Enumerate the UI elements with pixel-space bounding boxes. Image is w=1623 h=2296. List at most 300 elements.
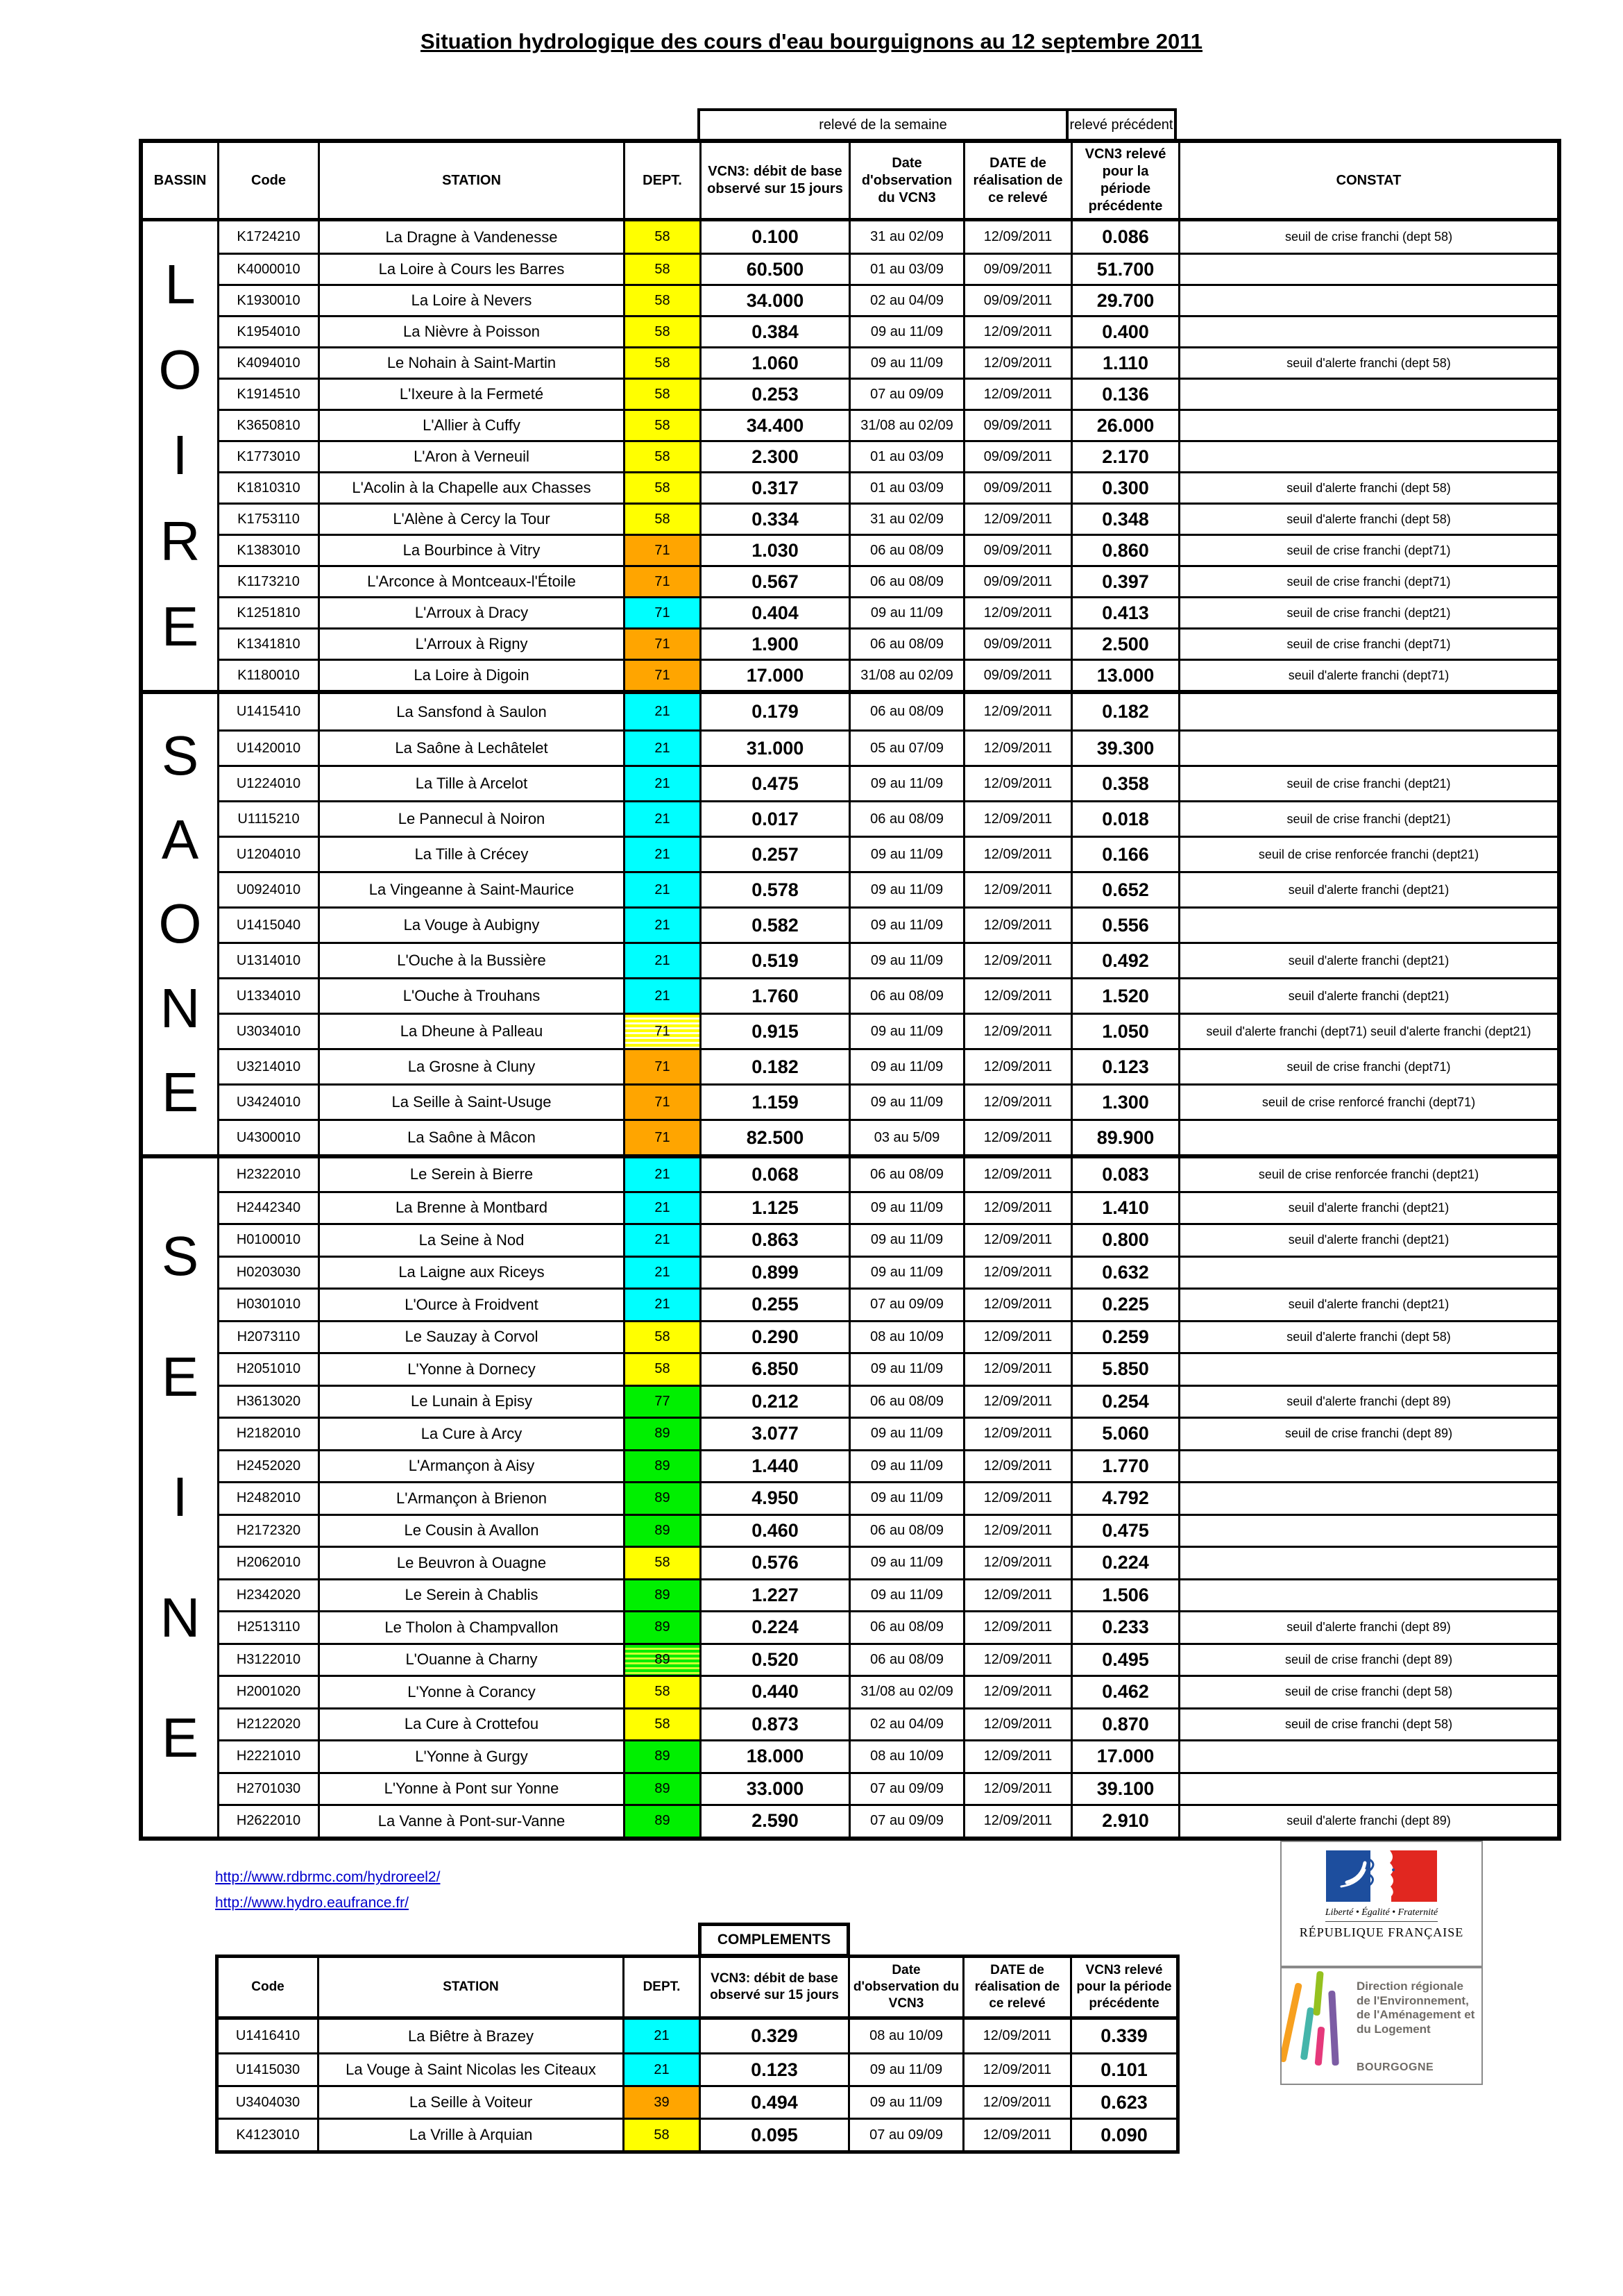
previous-vcn3: 0.166 — [1073, 838, 1180, 871]
observation-date: 09 au 11/09 — [851, 348, 965, 378]
complements-table — [215, 1955, 1180, 2154]
constat-text — [1180, 317, 1557, 346]
station-code: U1420010 — [219, 732, 320, 765]
station-name: L'Ource à Froidvent — [320, 1290, 625, 1320]
basin-letter: N — [160, 1586, 201, 1648]
table-row — [219, 1610, 1557, 1643]
observation-date: 09 au 11/09 — [851, 1548, 965, 1578]
previous-vcn3: 13.000 — [1073, 661, 1180, 690]
station-code: H2342020 — [219, 1580, 320, 1611]
vcn3-value: 0.253 — [702, 380, 851, 409]
station-name: L'Arconce à Montceaux-l'Étoile — [320, 567, 625, 596]
station-code: K1773010 — [219, 442, 320, 471]
observation-date: 31 au 02/09 — [851, 505, 965, 534]
basin-letter: E — [161, 1061, 199, 1123]
previous-vcn3: 0.136 — [1073, 380, 1180, 409]
table-row — [219, 1048, 1557, 1083]
vcn3-value: 0.179 — [702, 694, 851, 729]
previous-vcn3: 1.506 — [1073, 1580, 1180, 1611]
constat-text: seuil d'alerte franchi (dept 89) — [1286, 1620, 1451, 1635]
station-name: L'Ouanne à Charny — [320, 1645, 625, 1675]
dept-badge: 58 — [625, 505, 702, 534]
station-code: H2001020 — [219, 1677, 320, 1707]
span-header-previous: relevé précédent — [1066, 108, 1177, 142]
basin-letter: L — [164, 253, 196, 316]
reference-links — [215, 1864, 440, 1916]
report-date: 12/09/2011 — [965, 732, 1073, 765]
previous-vcn3: 0.492 — [1073, 944, 1180, 977]
report-date: 12/09/2011 — [965, 317, 1073, 346]
station-code: H2182010 — [219, 1419, 320, 1449]
constat-text: seuil d'alerte franchi (dept 58) — [1286, 1329, 1451, 1344]
station-name: Le Tholon à Champvallon — [320, 1612, 625, 1643]
constat-text — [1180, 1580, 1557, 1611]
station-name: Le Pannecul à Noiron — [320, 802, 625, 836]
table-row — [219, 977, 1557, 1013]
report-date: 12/09/2011 — [965, 802, 1073, 836]
constat-text: seuil d'alerte franchi (dept21) — [1288, 1233, 1450, 1247]
station-name: L'Arroux à Dracy — [320, 598, 625, 627]
table-row — [219, 1772, 1557, 1805]
station-code: H0301010 — [219, 1290, 320, 1320]
previous-vcn3: 51.700 — [1073, 255, 1180, 284]
previous-vcn3: 0.339 — [1101, 2025, 1148, 2046]
table-row — [219, 534, 1557, 565]
previous-vcn3: 0.652 — [1073, 873, 1180, 906]
report-date: 09/09/2011 — [965, 630, 1073, 659]
previous-vcn3: 0.632 — [1073, 1258, 1180, 1288]
previous-vcn3: 0.083 — [1073, 1158, 1180, 1191]
vcn3-value: 0.899 — [702, 1258, 851, 1288]
vcn3-value: 0.520 — [702, 1645, 851, 1675]
station-code: K4123010 — [219, 2120, 319, 2150]
constat-text — [1180, 694, 1557, 729]
station-code: U1415410 — [219, 694, 320, 729]
report-date: 12/09/2011 — [965, 838, 1073, 871]
previous-vcn3: 0.397 — [1073, 567, 1180, 596]
vcn3-value: 0.068 — [702, 1158, 851, 1191]
vcn3-value: 6.850 — [702, 1354, 851, 1385]
previous-vcn3: 0.224 — [1073, 1548, 1180, 1578]
constat-text: seuil de crise franchi (dept 58) — [1284, 1716, 1453, 1731]
station-code: K1810310 — [219, 473, 320, 503]
observation-date: 08 au 10/09 — [851, 1322, 965, 1353]
observation-date: 09 au 11/09 — [851, 944, 965, 977]
basin-section-loire — [143, 221, 1557, 690]
table-row — [219, 1223, 1557, 1256]
station-name: L'Yonne à Corancy — [320, 1677, 625, 1707]
observation-date: 09 au 11/09 — [850, 2054, 965, 2085]
header-bassin: BASSIN — [143, 143, 219, 218]
vcn3-value: 0.582 — [702, 909, 851, 942]
previous-vcn3: 0.870 — [1073, 1710, 1180, 1740]
previous-vcn3: 0.623 — [1101, 2091, 1148, 2113]
report-date: 12/09/2011 — [965, 1483, 1073, 1514]
french-flag-marianne-icon — [1326, 1850, 1437, 1902]
station-name: La Vrille à Arquian — [319, 2120, 624, 2150]
report-date: 12/09/2011 — [965, 505, 1073, 534]
constat-text — [1180, 1451, 1557, 1482]
vcn3-value: 4.950 — [702, 1483, 851, 1514]
station-code: H2073110 — [219, 1322, 320, 1353]
vcn3-value: 17.000 — [702, 661, 851, 690]
station-name: Le Nohain à Saint-Martin — [320, 348, 625, 378]
previous-vcn3: 26.000 — [1073, 411, 1180, 440]
table-row — [219, 1256, 1557, 1288]
station-code: H2062010 — [219, 1548, 320, 1578]
station-code: K1724210 — [219, 221, 320, 253]
vcn3-value: 0.863 — [702, 1225, 851, 1256]
station-code: U0924010 — [219, 873, 320, 906]
report-date: 12/09/2011 — [965, 1580, 1073, 1611]
observation-date: 06 au 08/09 — [851, 694, 965, 729]
report-date: 12/09/2011 — [965, 1322, 1073, 1353]
header-station: STATION — [319, 1958, 624, 2016]
dept-badge: 21 — [625, 873, 702, 906]
vcn3-value: 1.125 — [702, 1193, 851, 1224]
dept-badge: 58 — [625, 473, 702, 503]
previous-vcn3: 0.225 — [1073, 1290, 1180, 1320]
dept-badge: 21 — [625, 802, 702, 836]
station-code: K1251810 — [219, 598, 320, 627]
report-date: 09/09/2011 — [965, 473, 1073, 503]
station-code: K1954010 — [219, 317, 320, 346]
dept-badge: 58 — [625, 1322, 702, 1353]
observation-date: 03 au 5/09 — [851, 1121, 965, 1154]
previous-vcn3: 5.850 — [1073, 1354, 1180, 1385]
header-constat: CONSTAT — [1336, 172, 1402, 188]
observation-date: 09 au 11/09 — [851, 1483, 965, 1514]
station-code: K3650810 — [219, 411, 320, 440]
vcn3-value: 0.212 — [702, 1387, 851, 1417]
table-row — [219, 503, 1557, 534]
station-code: U3214010 — [219, 1050, 320, 1083]
report-date: 12/09/2011 — [965, 1015, 1073, 1048]
report-date: 12/09/2011 — [965, 1158, 1073, 1191]
basin-letter: E — [161, 595, 199, 657]
eaufrance-link[interactable]: http://www.hydro.eaufrance.fr/ — [215, 1895, 409, 1911]
previous-vcn3: 0.413 — [1073, 598, 1180, 627]
station-code: U1204010 — [219, 838, 320, 871]
constat-text — [1180, 1516, 1557, 1546]
station-code: K1383010 — [219, 536, 320, 565]
table-row — [219, 1707, 1557, 1740]
report-date: 12/09/2011 — [965, 979, 1073, 1013]
table-row — [219, 471, 1557, 503]
station-code: U1224010 — [219, 767, 320, 800]
station-name: La Bourbince à Vitry — [320, 536, 625, 565]
dept-badge: 89 — [625, 1516, 702, 1546]
vcn3-value: 0.182 — [702, 1050, 851, 1083]
header-station: STATION — [320, 143, 625, 218]
constat-text: seuil de crise franchi (dept 58) — [1284, 230, 1453, 244]
report-date: 12/09/2011 — [965, 1387, 1073, 1417]
station-code: U1334010 — [219, 979, 320, 1013]
vcn3-value: 0.334 — [702, 505, 851, 534]
report-date: 12/09/2011 — [965, 944, 1073, 977]
previous-vcn3: 0.556 — [1073, 909, 1180, 942]
previous-vcn3: 0.101 — [1101, 2059, 1148, 2080]
vcn3-value: 0.404 — [702, 598, 851, 627]
previous-vcn3: 0.259 — [1073, 1322, 1180, 1353]
station-name: L'Arroux à Rigny — [320, 630, 625, 659]
observation-date: 09 au 11/09 — [851, 1451, 965, 1482]
vcn3-value: 1.440 — [702, 1451, 851, 1482]
vcn3-value: 0.440 — [702, 1677, 851, 1707]
constat-text: seuil d'alerte franchi (dept21) — [1288, 953, 1450, 968]
station-name: L'Acolin à la Chapelle aux Chasses — [320, 473, 625, 503]
dept-badge: 21 — [625, 732, 702, 765]
constat-text: seuil d'alerte franchi (dept 89) — [1286, 1394, 1451, 1408]
basin-rows — [219, 694, 1557, 1154]
table-row — [219, 221, 1557, 253]
report-date: 12/09/2011 — [965, 2020, 1072, 2052]
report-date: 09/09/2011 — [965, 567, 1073, 596]
dept-badge: 71 — [625, 1015, 702, 1048]
header-date-obs: Date d'observation du VCN3 — [851, 143, 965, 218]
station-name: La Vingeanne à Saint-Maurice — [320, 873, 625, 906]
constat-text: seuil de crise franchi (dept 89) — [1284, 1426, 1453, 1441]
constat-text: seuil de crise franchi (dept71) — [1286, 636, 1451, 651]
vcn3-value: 0.257 — [702, 838, 851, 871]
report-date: 09/09/2011 — [965, 255, 1073, 284]
basin-section-seine — [143, 1154, 1557, 1837]
station-name: La Dragne à Vandenesse — [320, 221, 625, 253]
observation-date: 06 au 08/09 — [851, 536, 965, 565]
basin-letter: I — [172, 1466, 188, 1528]
previous-vcn3: 2.500 — [1073, 630, 1180, 659]
dept-badge: 58 — [625, 1677, 702, 1707]
vcn3-value: 0.095 — [701, 2120, 850, 2150]
observation-date: 06 au 08/09 — [851, 1645, 965, 1675]
station-name: Le Cousin à Avallon — [320, 1516, 625, 1546]
dept-badge: 21 — [625, 767, 702, 800]
basin-label — [143, 694, 219, 1154]
observation-date: 06 au 08/09 — [851, 1612, 965, 1643]
table-row — [219, 1546, 1557, 1578]
dept-badge: 21 — [625, 944, 702, 977]
station-name: L'Armançon à Aisy — [320, 1451, 625, 1482]
vcn3-value: 0.123 — [701, 2054, 850, 2085]
header-date-real: DATE de réalisation de ce relevé — [965, 1958, 1072, 2016]
table-row — [219, 284, 1557, 315]
table-row — [219, 1675, 1557, 1707]
dept-badge: 71 — [625, 1050, 702, 1083]
station-code: K1914510 — [219, 380, 320, 409]
constat-text: seuil d'alerte franchi (dept 58) — [1286, 355, 1451, 370]
vcn3-value: 1.060 — [702, 348, 851, 378]
observation-date: 02 au 04/09 — [851, 286, 965, 315]
report-date: 09/09/2011 — [965, 536, 1073, 565]
dept-badge: 77 — [625, 1387, 702, 1417]
previous-vcn3: 1.410 — [1073, 1193, 1180, 1224]
observation-date: 09 au 11/09 — [851, 767, 965, 800]
vcn3-value: 1.760 — [702, 979, 851, 1013]
table-row — [219, 1804, 1557, 1837]
previous-vcn3: 0.090 — [1101, 2124, 1148, 2145]
table-row — [219, 694, 1557, 729]
dreal-logo — [1280, 1967, 1483, 2085]
constat-text: seuil de crise franchi (dept71) — [1286, 1059, 1451, 1074]
vcn3-value: 0.100 — [702, 221, 851, 253]
constat-text: seuil d'alerte franchi (dept71) seuil d'alerte franchi (dept21) — [1206, 1024, 1531, 1038]
station-code: U1415030 — [219, 2054, 319, 2085]
observation-date: 09 au 11/09 — [851, 1354, 965, 1385]
observation-date: 06 au 08/09 — [851, 979, 965, 1013]
station-code: K1753110 — [219, 505, 320, 534]
constat-text: seuil d'alerte franchi (dept21) — [1288, 1200, 1450, 1215]
report-date: 12/09/2011 — [965, 2054, 1072, 2085]
previous-vcn3: 1.300 — [1073, 1086, 1180, 1119]
observation-date: 09 au 11/09 — [851, 1015, 965, 1048]
vcn3-value: 2.590 — [702, 1806, 851, 1837]
constat-text — [1180, 909, 1557, 942]
dept-badge: 89 — [625, 1419, 702, 1449]
report-date: 12/09/2011 — [965, 380, 1073, 409]
observation-date: 07 au 09/09 — [851, 1774, 965, 1805]
station-name: La Seille à Saint-Usuge — [320, 1086, 625, 1119]
observation-date: 07 au 09/09 — [851, 380, 965, 409]
observation-date: 05 au 07/09 — [851, 732, 965, 765]
report-date: 12/09/2011 — [965, 1645, 1073, 1675]
previous-vcn3: 0.182 — [1073, 694, 1180, 729]
dept-badge: 21 — [625, 1193, 702, 1224]
constat-text: seuil de crise franchi (dept71) — [1286, 574, 1451, 589]
report-date: 12/09/2011 — [965, 1086, 1073, 1119]
vcn3-value: 0.290 — [702, 1322, 851, 1353]
vcn3-value: 0.329 — [701, 2020, 850, 2052]
constat-text: seuil de crise franchi (dept71) — [1286, 543, 1451, 557]
dept-badge: 58 — [625, 286, 702, 315]
dept-badge: 21 — [625, 1258, 702, 1288]
station-name: La Brenne à Montbard — [320, 1193, 625, 1224]
vcn3-value: 0.255 — [702, 1290, 851, 1320]
report-date: 12/09/2011 — [965, 1548, 1073, 1578]
report-date: 12/09/2011 — [965, 694, 1073, 729]
dept-badge: 71 — [625, 630, 702, 659]
station-code: H2482010 — [219, 1483, 320, 1514]
table-row — [219, 1352, 1557, 1385]
station-name: L'Armançon à Brienon — [320, 1483, 625, 1514]
observation-date: 31/08 au 02/09 — [851, 1677, 965, 1707]
basin-label — [143, 1158, 219, 1837]
complements-label: COMPLEMENTS — [698, 1923, 850, 1957]
vcn3-value: 1.227 — [702, 1580, 851, 1611]
report-date: 09/09/2011 — [965, 442, 1073, 471]
dept-badge: 58 — [624, 2120, 701, 2150]
table-header-row — [143, 143, 1557, 221]
report-date: 12/09/2011 — [965, 221, 1073, 253]
table-row — [219, 440, 1557, 471]
constat-text — [1180, 1354, 1557, 1385]
station-name: La Dheune à Palleau — [320, 1015, 625, 1048]
vcn3-value: 0.460 — [702, 1516, 851, 1546]
report-date: 12/09/2011 — [965, 1258, 1073, 1288]
header-date-obs: Date d'observation du VCN3 — [850, 1958, 965, 2016]
vcn3-value: 1.030 — [702, 536, 851, 565]
observation-date: 31/08 au 02/09 — [851, 661, 965, 690]
dept-badge: 58 — [625, 1548, 702, 1578]
constat-text — [1180, 442, 1557, 471]
header-code: Code — [219, 143, 320, 218]
table-row — [219, 315, 1557, 346]
constat-text: seuil de crise franchi (dept21) — [1286, 811, 1451, 826]
station-name: La Biêtre à Brazey — [319, 2020, 624, 2052]
constat-text: seuil d'alerte franchi (dept 58) — [1286, 480, 1451, 495]
station-code: H2442340 — [219, 1193, 320, 1224]
basin-letter: I — [172, 424, 188, 487]
table-row — [219, 1643, 1557, 1675]
table-row — [219, 765, 1557, 800]
station-code: H2701030 — [219, 1774, 320, 1805]
vcn3-value: 3.077 — [702, 1419, 851, 1449]
previous-vcn3: 1.520 — [1073, 979, 1180, 1013]
station-code: H3122010 — [219, 1645, 320, 1675]
station-name: Le Serein à Bierre — [320, 1158, 625, 1191]
observation-date: 07 au 09/09 — [850, 2120, 965, 2150]
observation-date: 09 au 11/09 — [850, 2087, 965, 2118]
station-name: L'Yonne à Pont sur Yonne — [320, 1774, 625, 1805]
report-date: 12/09/2011 — [965, 1290, 1073, 1320]
vcn3-value: 1.159 — [702, 1086, 851, 1119]
header-vcn3: VCN3: débit de base observé sur 15 jours — [702, 143, 851, 218]
station-code: H0100010 — [219, 1225, 320, 1256]
observation-date: 06 au 08/09 — [851, 1387, 965, 1417]
constat-text — [1180, 1548, 1557, 1578]
hydroreel-link[interactable]: http://www.rdbrmc.com/hydroreel2/ — [215, 1869, 441, 1885]
previous-vcn3: 2.910 — [1073, 1806, 1180, 1837]
station-name: La Vouge à Aubigny — [320, 909, 625, 942]
previous-vcn3: 0.800 — [1073, 1225, 1180, 1256]
station-name: La Cure à Arcy — [320, 1419, 625, 1449]
station-code: U3034010 — [219, 1015, 320, 1048]
previous-vcn3: 0.086 — [1073, 221, 1180, 253]
observation-date: 09 au 11/09 — [851, 1050, 965, 1083]
observation-date: 01 au 03/09 — [851, 442, 965, 471]
report-date: 09/09/2011 — [965, 661, 1073, 690]
dept-badge: 21 — [625, 1225, 702, 1256]
dept-badge: 58 — [625, 380, 702, 409]
observation-date: 06 au 08/09 — [851, 802, 965, 836]
dept-badge: 89 — [625, 1774, 702, 1805]
report-date: 12/09/2011 — [965, 1225, 1073, 1256]
station-name: La Vouge à Saint Nicolas les Citeaux — [319, 2054, 624, 2085]
header-vcn3: VCN3: débit de base observé sur 15 jours — [701, 1958, 850, 2016]
table-row — [219, 627, 1557, 659]
dept-badge: 21 — [625, 694, 702, 729]
report-date: 12/09/2011 — [965, 1193, 1073, 1224]
constat-text: seuil d'alerte franchi (dept21) — [1288, 882, 1450, 897]
basin-letter: E — [161, 1345, 199, 1408]
station-code: H2221010 — [219, 1741, 320, 1772]
republique-francaise-logo — [1280, 1841, 1483, 1967]
table-body — [143, 221, 1557, 1837]
station-name: La Loire à Digoin — [320, 661, 625, 690]
vcn3-value: 31.000 — [702, 732, 851, 765]
report-date: 12/09/2011 — [965, 348, 1073, 378]
complements-header-row — [219, 1958, 1176, 2020]
constat-text: seuil de crise franchi (dept 89) — [1284, 1652, 1453, 1666]
previous-vcn3: 0.300 — [1073, 473, 1180, 503]
station-code: U1115210 — [219, 802, 320, 836]
table-row — [219, 409, 1557, 440]
report-date: 12/09/2011 — [965, 767, 1073, 800]
station-code: H2622010 — [219, 1806, 320, 1837]
previous-vcn3: 0.233 — [1073, 1612, 1180, 1643]
station-code: H0203030 — [219, 1258, 320, 1288]
report-date: 12/09/2011 — [965, 1774, 1073, 1805]
station-name: La Loire à Cours les Barres — [320, 255, 625, 284]
